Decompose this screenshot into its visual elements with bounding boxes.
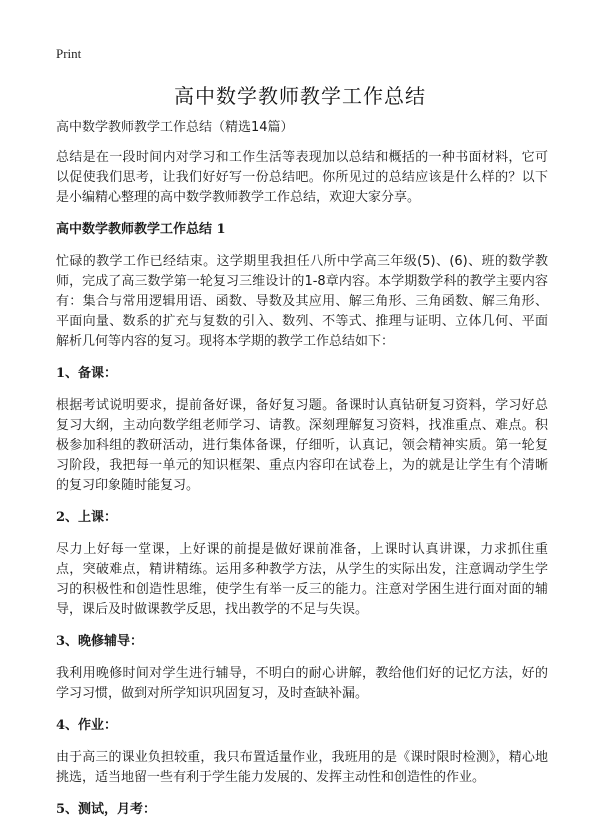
item-heading-teaching: 2、上课： (56, 510, 118, 525)
intro-paragraph: 总结是在一段时间内对学习和工作生活等表现加以总结和概括的一种书面材料，它可以促使我们思考，让我们好好写一份总结吧。你所见过的总结应该是什么样的？以下是小编精心整理的高中数学教师教学工作总结，欢迎大家分享。 (56, 150, 548, 205)
item-heading-tests: 5、测试，月考： (56, 802, 157, 817)
document-title: 高中数学教师教学工作总结 (174, 84, 426, 108)
print-link[interactable]: Print (56, 46, 82, 61)
document-subtitle: 高中数学教师教学工作总结（精选14篇） (56, 120, 294, 135)
item-text-evening-tutoring: 我利用晚修时间对学生进行辅导，不明白的耐心讲解，教给他们好的记忆方法，好的学习习惯，做到对所学知识巩固复习，及时查缺补漏。 (56, 666, 548, 701)
item-heading-evening-tutoring: 3、晚修辅导： (56, 634, 144, 649)
item-heading-lesson-prep: 1、备课： (56, 366, 118, 381)
section-title: 高中数学教师教学工作总结 1 (56, 222, 226, 237)
opening-paragraph: 忙碌的教学工作已经结束。这学期里我担任八所中学高三年级(5)、(6)、班的数学教师，完成了高三数学第一轮复习三维设计的1-8章内容。本学期数学科的教学主要内容有：集合与常用逻辑用语、函数、导数及其应用、解三角形、三角函数、解三角形、平面向量、数系的扩充与复数的引入、数列、不等式、推理与证明、立体几何、平面解析几何等内容的复习。现将本学期的教学工作总结如下： (56, 254, 548, 349)
item-text-teaching: 尽力上好每一堂课，上好课的前提是做好课前准备，上课时认真讲课，力求抓住重点，突破难点，精讲精练。运用多种教学方法，从学生的实际出发，注意调动学生学习的积极性和创造性思维，使学生有举一反三的能力。注意对学困生进行面对面的辅导，课后及时做课教学反思，找出教学的不足与失误。 (56, 542, 548, 617)
document-body (56, 118, 548, 832)
item-text-homework: 由于高三的课业负担较重，我只布置适量作业，我班用的是《课时限时检测》，精心地挑选，适当地留一些有利于学生能力发展的、发挥主动性和创造性的作业。 (56, 750, 548, 785)
item-text-lesson-prep: 根据考试说明要求，提前备好课，备好复习题。备课时认真钻研复习资料，学习好总复习大纲，主动向数学组老师学习、请教。深刻理解复习资料，找准重点、难点。积极参加科组的教研活动，进行集体备课，仔细听，认真记，领会精神实质。第一轮复习阶段，我把每一单元的知识框架、重点内容印在试卷上，为的就是让学生有个清晰的复习印象随时能复习。 (56, 398, 548, 493)
item-heading-homework: 4、作业： (56, 718, 118, 733)
